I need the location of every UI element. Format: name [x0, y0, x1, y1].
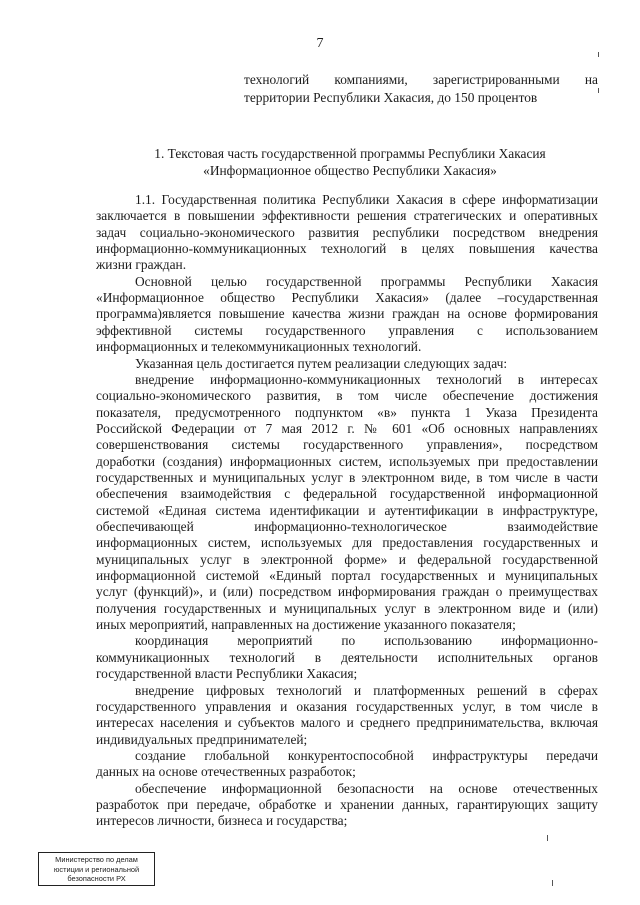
text-line: «Информационное общество Республики Хакасия» (далее –государственная	[96, 290, 598, 306]
text-line: заключается в повышении эффективности решения стратегических и оперативных	[96, 208, 598, 224]
text-line: эффективной системы государственного управления с использованием	[96, 322, 598, 338]
text-line: создание глобальной конкурентоспособной инфраструктуры передачи	[135, 747, 598, 763]
text-line: услуг (функций)», и (или) посредством информирования граждан о преимуществах	[96, 584, 598, 600]
text-line: Указанная цель достигается путем реализации следующих задач:	[135, 355, 508, 371]
text-line: индивидуальных предпринимателей;	[96, 731, 308, 747]
text-line: информационно-коммуникационных технологий в целях повышения качества	[96, 241, 598, 257]
section-heading: «Информационное общество Республики Хакасия»	[203, 163, 497, 178]
page-number: 7	[316, 36, 324, 51]
text-line: Основной целью государственной программы Республики Хакасия	[135, 273, 598, 289]
stamp-line: Министерство по делам	[55, 855, 138, 864]
scan-mark	[552, 880, 553, 886]
stamp-line: безопасности РХ	[67, 874, 126, 884]
text-line: социально-экономического развития, в том числе обеспечение достижения	[96, 388, 598, 404]
text-line: 1.1. Государственная политика Республики Хакасия в сфере информатизации	[135, 192, 598, 207]
text-line: задач социально-экономического развития республики посредством внедрения	[96, 224, 598, 240]
text-line: показателя, предусмотренного подпунктом «в» пункта 1 Указа Президента	[96, 404, 598, 420]
text-line: обеспечивающей информационно-технологическое взаимодействие	[96, 519, 598, 534]
text-line: иных мероприятий, направленных на достижение указанного показателя;	[96, 617, 516, 633]
text-line: территории Республики Хакасия, до 150 процентов	[244, 90, 538, 105]
scan-mark	[598, 88, 599, 93]
text-line: получения государственных и муниципальных услуг в электронном виде и (или)	[96, 600, 598, 616]
text-line: интересах населения и субъектов малого и среднего предпринимательства, включая	[96, 715, 598, 731]
text-line: государственного управления и оказания государственных услуг, в том числе в	[96, 698, 598, 714]
stamp-line: юстиции и региональной	[53, 864, 140, 874]
text-line: жизни граждан.	[96, 257, 187, 273]
scan-mark	[598, 52, 599, 57]
text-line: информационных и телекоммуникационных технологий.	[96, 339, 422, 355]
text-line: разработок при передаче, обработке и хранении данных, гарантирующих защиту	[96, 796, 598, 812]
scan-mark	[547, 835, 548, 841]
text-line: внедрение информационно-коммуникационных технологий в интересах	[135, 371, 598, 387]
text-line: обеспечение информационной безопасности на основе отечественных	[135, 780, 598, 796]
text-line: обеспечения взаимодействия с федеральной государственной информационной	[96, 486, 598, 502]
text-line: интересов личности, бизнеса и государства;	[96, 813, 348, 829]
text-line: программа)является повышение качества жизни граждан на основе формирования	[96, 306, 598, 322]
text-line: системой «Единая система идентификации и аутентификации в инфраструктуре,	[96, 502, 598, 518]
text-line: информационных систем, используемых для предоставления государственных и	[96, 535, 598, 551]
text-line: коммуникационных технологий в деятельности исполнительных органов	[96, 649, 598, 665]
text-line: технологий компаниями, зарегистрированными на	[244, 72, 598, 87]
text-line: внедрение цифровых технологий и платформенных решений в сферах	[135, 682, 598, 698]
text-line: координация мероприятий по использованию информационно-	[135, 633, 598, 649]
text-line: муниципальных услуг в электронной форме» и федеральной государственной	[96, 551, 598, 567]
text-line: совершенствования системы государственного управления», посредством	[96, 437, 598, 453]
text-line: информационной системой «Единый портал государственных и муниципальных	[96, 568, 598, 584]
text-line: доработки (создания) информационных систем, используемых при предоставлении	[96, 453, 598, 469]
text-line: государственной власти Республики Хакасия;	[96, 666, 358, 682]
text-line: государственных и муниципальных услуг в электронном виде, в том числе в части	[96, 469, 598, 485]
section-heading: 1. Текстовая часть государственной программы Республики Хакасия	[154, 146, 546, 161]
registration-stamp	[38, 852, 155, 886]
text-line: Российской Федерации от 7 мая 2012 г. № 601 «Об основных направлениях	[96, 420, 598, 436]
text-line: данных на основе отечественных разработок;	[96, 764, 356, 780]
